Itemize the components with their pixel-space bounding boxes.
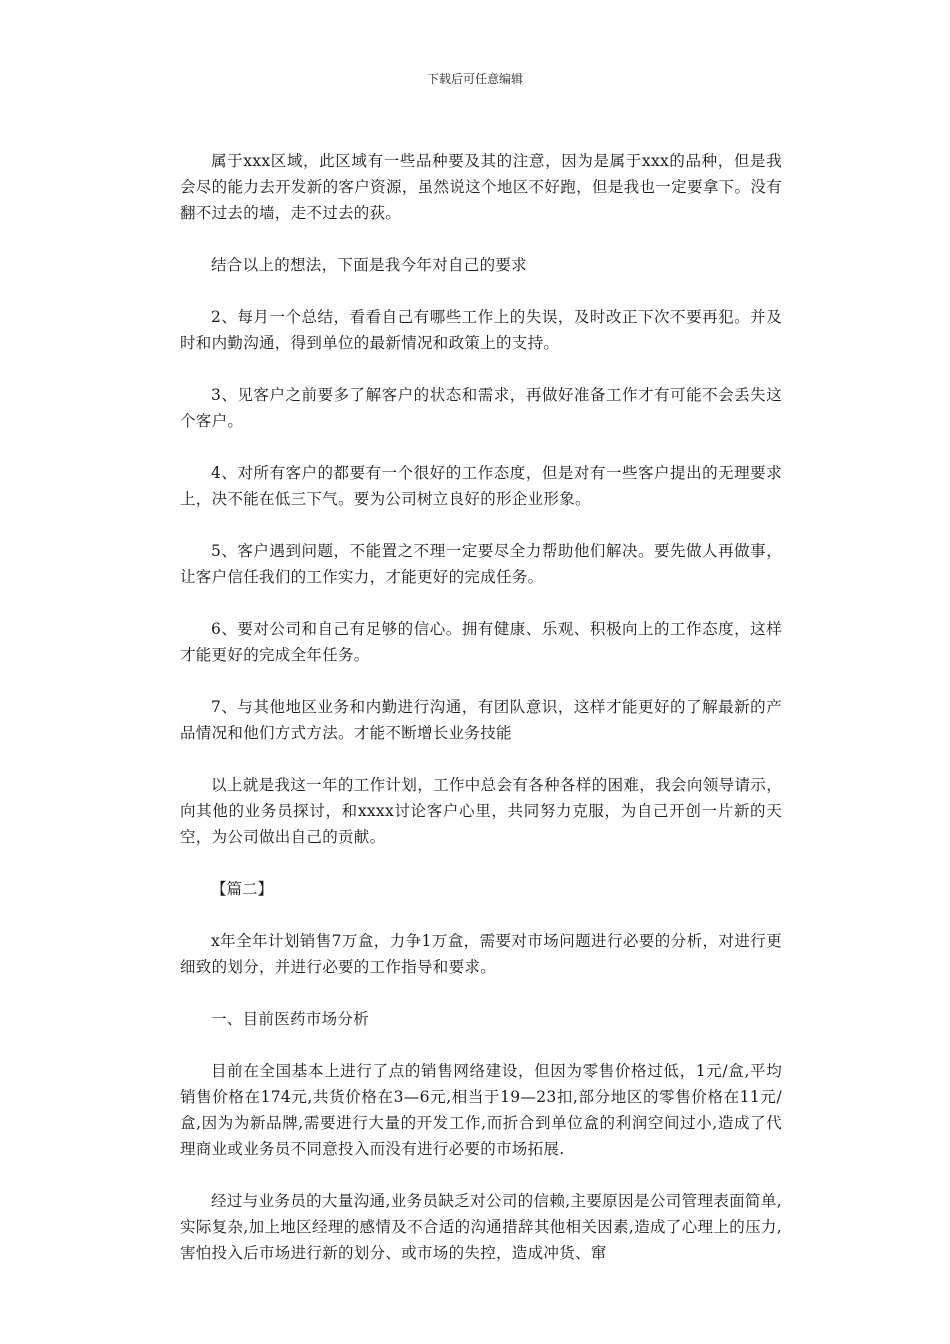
paragraph: 经过与业务员的大量沟通,业务员缺乏对公司的信赖,主要原因是公司管理表面简单,实际复杂,加上地区经理的感情及不合适的沟通措辞其他相关因素,造成了心理上的压力,害怕投入后市场进行新的划分、或市场的失控，造成冲货、窜 bbox=[180, 1192, 782, 1262]
paragraph: 3、见客户之前要多了解客户的状态和需求，再做好准备工作才有可能不会丢失这个客户。 bbox=[180, 386, 782, 430]
header-note: 下载后可任意编辑 bbox=[426, 72, 523, 86]
paragraph: 5、客户遇到问题，不能置之不理一定要尽全力帮助他们解决。要先做人再做事，让客户信任我们的工作实力，才能更好的完成任务。 bbox=[180, 542, 782, 586]
document-body bbox=[180, 148, 782, 1266]
paragraph: x年全年计划销售7万盒，力争1万盒，需要对市场问题进行必要的分析，对进行更细致的划分，并进行必要的工作指导和要求。 bbox=[180, 932, 782, 976]
section-title: 【篇二】 bbox=[211, 880, 274, 898]
paragraph: 目前在全国基本上进行了点的销售网络建设，但因为零售价格过低，1元/盒,平均销售价格在174元,共货价格在3—6元,相当于19—23扣,部分地区的零售价格在11元/盒,因为为新品牌,需要进行大量的开发工作,而折合到单位盒的利润空间过小,造成了代理商业或业务员不同意投入而没有进行必要的市场拓展. bbox=[180, 1062, 782, 1158]
paragraph: 2、每月一个总结，看看自己有哪些工作上的失误，及时改正下次不要再犯。并及时和内勤沟通，得到单位的最新情况和政策上的支持。 bbox=[180, 308, 782, 352]
paragraph: 7、与其他地区业务和内勤进行沟通，有团队意识，这样才能更好的了解最新的产品情况和他们方式方法。才能不断增长业务技能 bbox=[180, 698, 782, 742]
paragraph: 6、要对公司和自己有足够的信心。拥有健康、乐观、积极向上的工作态度，这样才能更好的完成全年任务。 bbox=[180, 620, 782, 664]
paragraph: 结合以上的想法，下面是我今年对自己的要求 bbox=[211, 256, 528, 274]
paragraph: 以上就是我这一年的工作计划，工作中总会有各种各样的困难，我会向领导请示，向其他的业务员探讨，和xxxx讨论客户心里，共同努力克服，为自己开创一片新的天空，为公司做出自己的贡献。 bbox=[180, 776, 782, 846]
paragraph: 属于xxx区域，此区域有一些品种要及其的注意，因为是属于xxx的品种，但是我会尽的能力去开发新的客户资源，虽然说这个地区不好跑，但是我也一定要拿下。没有翻不过去的墙，走不过去的荻。 bbox=[180, 152, 782, 222]
section-heading: 一、目前医药市场分析 bbox=[211, 1010, 370, 1028]
paragraph: 4、对所有客户的都要有一个很好的工作态度，但是对有一些客户提出的无理要求上，决不能在低三下气。要为公司树立良好的形企业形象。 bbox=[180, 464, 782, 508]
